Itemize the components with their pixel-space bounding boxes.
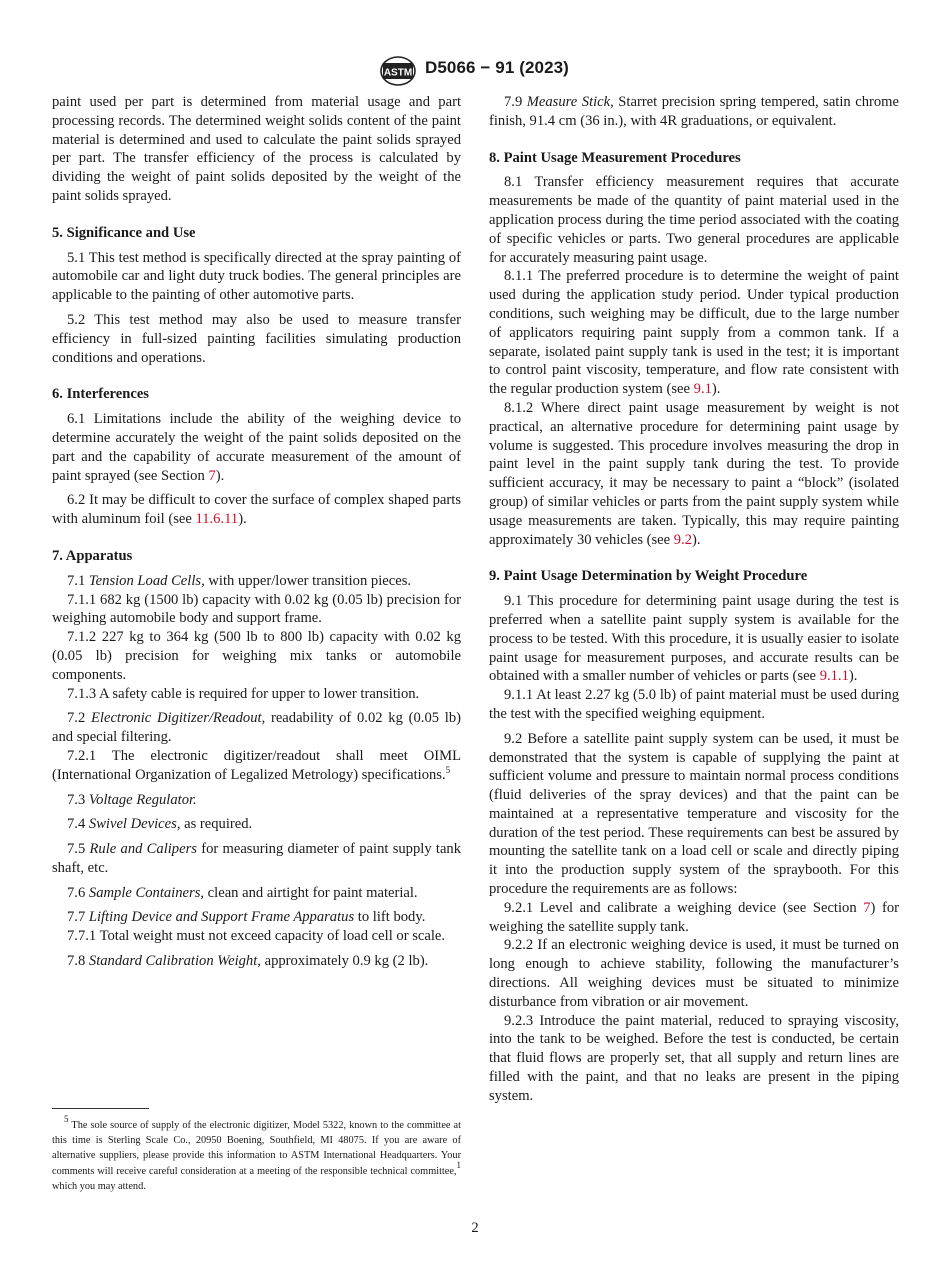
paragraph-6-2: 6.2 It may be difficult to cover the surface of complex shaped parts with aluminum foil (see 11.6.11). bbox=[52, 492, 461, 528]
footnote-ref-5[interactable]: 5 bbox=[445, 764, 451, 775]
paragraph-9-1-1: 9.1.1 At least 2.27 kg (5.0 lb) of paint material must be used during the test with the specified weighing equipment. bbox=[489, 687, 899, 722]
paragraph-4-continued: paint used per part is determined from material usage and part processing records. The determined weight solids content of the paint material is determined and used to calculate the paint solids sprayed per part. The transfer efficiency of the process is calculated by dividing the weight of paint solids deposited by the weight of the paint solids sprayed. bbox=[52, 94, 461, 204]
paragraph-5-2: 5.2 This test method may also be used to measure transfer efficiency in full-sized painting facilities simulating production conditions and operations. bbox=[52, 311, 461, 366]
page-number: 2 bbox=[471, 1220, 479, 1236]
paragraph-9-2-3: 9.2.3 Introduce the paint material, reduced to spraying viscosity, into the tank to be weighed. Before the test is conducted, be certain that fluid flows are properly set, that all supply and return lines are filled with the paint, and that no leaks are present in the piping system. bbox=[489, 1012, 899, 1104]
svg-text:ASTM: ASTM bbox=[383, 67, 413, 79]
paragraph-8-1-1: 8.1.1 The preferred procedure is to determine the weight of paint used during the application study period. Under typical production conditions, such weighing may be difficult, due to the large number of applicators requiring paint supply from a common tank. If a separate, isolated paint supply tank is used in the test; it is important to control paint viscosity, temperature, and flow rate consistent with the regular production system (see 9.1). bbox=[489, 268, 899, 398]
section-5-heading: 5. Significance and Use bbox=[52, 224, 196, 241]
section-9-1-link[interactable]: 9.1 bbox=[693, 381, 712, 398]
section-9-1-1-link[interactable]: 9.1.1 bbox=[819, 668, 849, 685]
paragraph-7-5: 7.5 Rule and Calipers for measuring diameter of paint supply tank shaft, etc. bbox=[52, 841, 462, 876]
paragraph-9-2-2: 9.2.2 If an electronic weighing device is used, it must be turned on long enough to achieve stability, following the manufacturer’s directions. All weighing devices must be situated to minimize disturbance from vibration or air movement. bbox=[489, 937, 899, 1010]
section-8-heading: 8. Paint Usage Measurement Procedures bbox=[489, 149, 741, 166]
paragraph-9-2: 9.2 Before a satellite paint supply system can be used, it must be demonstrated that the system is capable of supplying the paint at sufficient volume and pressure to maintain normal process conditions (fluid deliveries of the spray devices) and that the paint can be maintained at a representative temperature and viscosity for the duration of the test period. These requirements can best be assured by mounting the satellite tank on a load cell or scale and directly piping it into the production supply system of the spraybooth. For this procedure the requirements are as follows: bbox=[489, 730, 899, 898]
section-7-heading: 7. Apparatus bbox=[52, 547, 133, 564]
paragraph-5-1: 5.1 This test method is specifically directed at the spray painting of automobile car and light duty truck bodies. The general principles are applicable to the painting of other automotive parts. bbox=[52, 249, 461, 304]
paragraph-7-2-1: 7.2.1 The electronic digitizer/readout shall meet OIML (International Organization of Legalized Metrology) specifications.$^5$ bbox=[52, 747, 461, 783]
paragraph-9-1: 9.1 This procedure for determining paint usage during the test is preferred when a satellite paint supply system is available for the process to be tested. With this procedure, it is usually easier to isolate paint usage for measurement purposes, and accurate results can be obtained with a smaller number of vehicles or parts (see 9.1.1). bbox=[489, 593, 899, 685]
paragraph-8-1-2: 8.1.2 Where direct paint usage measurement by weight is not practical, an alternative procedure for determining paint usage by volume is suggested. This procedure involves measuring the drop in paint level in the paint supply tank during the test. To provide sufficient accuracy, it may be necessary to paint a “block” (isolated group) of similar vehicles or parts from the paint supply system while usage measurements are taken. Typically, this may require painting approximately 30 vehicles (see 9.2). bbox=[489, 399, 899, 548]
paragraph-7-4: 7.4 Swivel Devices, as required. bbox=[67, 816, 253, 833]
right-column bbox=[489, 93, 899, 1106]
paragraph-7-1-1: 7.1.1 682 kg (1500 lb) capacity with 0.02 kg (0.05 lb) precision for weighing automobile body and support frame. bbox=[52, 591, 461, 627]
standard-designation: D5066 − 91 (2023) bbox=[425, 58, 569, 77]
section-6-heading: 6. Interferences bbox=[52, 386, 149, 403]
paragraph-7-7-1: 7.7.1 Total weight must not exceed capacity of load cell or scale. bbox=[67, 928, 446, 945]
section-7-link[interactable]: 7 bbox=[208, 467, 216, 484]
section-9-2-link[interactable]: 9.2 bbox=[673, 531, 693, 548]
paragraph-7-2: 7.2 Electronic Digitizer/Readout, readability of 0.02 kg (0.05 lb) and special filtering. bbox=[52, 710, 461, 746]
paragraph-7-6: 7.6 Sample Containers, clean and airtight for paint material. bbox=[67, 884, 418, 901]
paragraph-7-8: 7.8 Standard Calibration Weight, approximately 0.9 kg (2 lb). bbox=[67, 953, 429, 970]
paragraph-7-3: 7.3 Voltage Regulator. bbox=[67, 791, 197, 808]
paragraph-7-9: 7.9 Measure Stick, Starret precision spring tempered, satin chrome finish, 91.4 cm (36 in.), with 4R graduations, or equivalent. bbox=[489, 94, 899, 129]
section-9-heading: 9. Paint Usage Determination by Weight Procedure bbox=[489, 568, 808, 585]
paragraph-9-2-1: 9.2.1 Level and calibrate a weighing device (see Section 7) for weighing the satellite supply tank. bbox=[489, 899, 900, 935]
left-column bbox=[52, 93, 461, 971]
astm-logo bbox=[379, 56, 417, 86]
footnote-divider bbox=[52, 1108, 149, 1109]
paragraph-7-1: 7.1 Tension Load Cells, with upper/lower transition pieces. bbox=[67, 572, 412, 589]
paragraph-7-7: 7.7 Lifting Device and Support Frame Apparatus to lift body. bbox=[67, 909, 426, 926]
paragraph-8-1: 8.1 Transfer efficiency measurement requires that accurate measurements be made of the quantity of paint material used in the application process during the time period associated with the coating of specific vehicles or parts. Two general procedures are applicable for accurately measuring paint usage. bbox=[489, 174, 899, 266]
section-11-6-11-link[interactable]: 11.6.11 bbox=[195, 511, 239, 528]
paragraph-6-1: 6.1 Limitations include the ability of the weighing device to determine accurately the weight of the paint solids deposited on the part and the capability of accurate measurement of the amount of paint sprayed (see Section 7). bbox=[52, 411, 461, 484]
paragraph-7-1-3: 7.1.3 A safety cable is required for upper to lower transition. bbox=[67, 685, 420, 702]
section-7-link[interactable]: 7 bbox=[863, 899, 871, 916]
footnote-5: $^5$ The sole source of supply of the electronic digitizer, Model 5322, known to the committee at this time is Sterling Scale Co., 20950 Boening, Southfield, MI 48075. If you are aware of alternative suppliers, please provide this information to ASTM International Headquarters. Your comments will receive careful consideration at a meeting of the responsible technical committee,$^1$ which you may attend. bbox=[52, 1114, 461, 1192]
paragraph-7-1-2: 7.1.2 227 kg to 364 kg (500 lb to 800 lb) capacity with 0.02 kg (0.05 lb) precision for weighing mix tanks or automobile components. bbox=[52, 629, 461, 683]
page-header bbox=[0, 56, 950, 86]
